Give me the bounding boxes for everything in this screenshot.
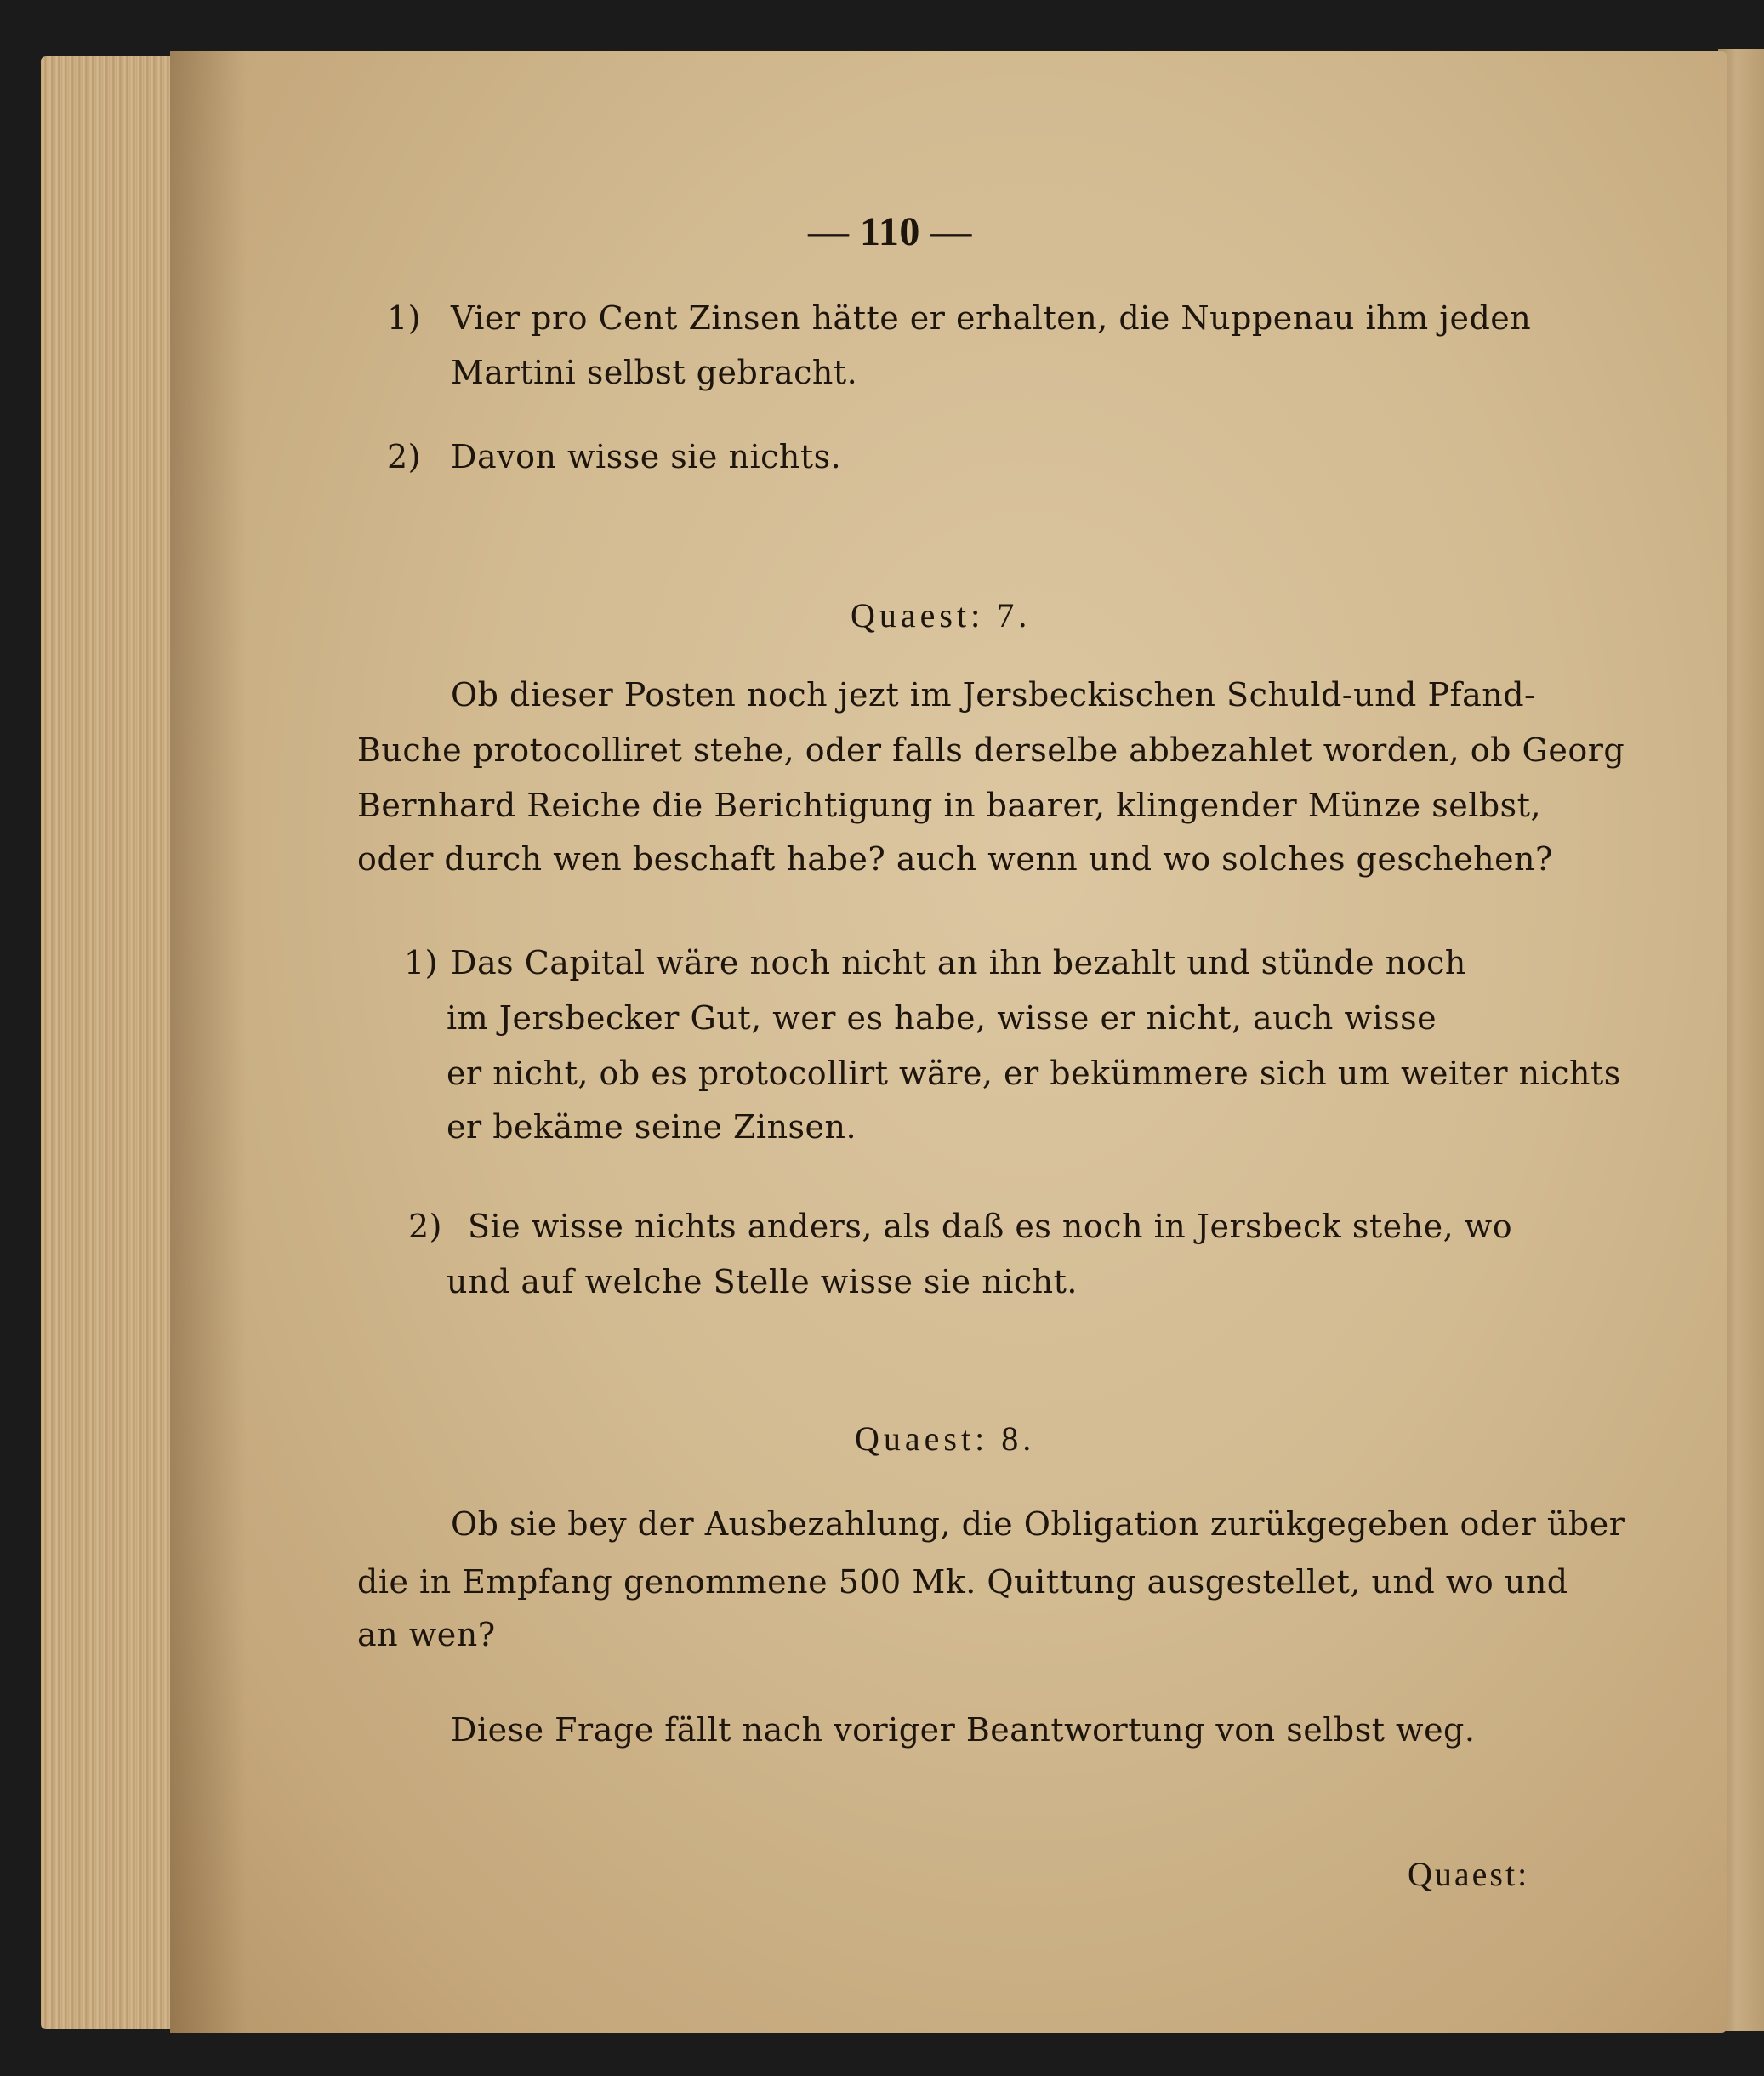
question-line: oder durch wen beschaft habe? auch wenn und wo solches geschehen? <box>357 840 1553 878</box>
answer-marker: 1) <box>387 299 422 337</box>
question-line: Bernhard Reiche die Berichtigung in baarer, klingender Münze selbst, <box>357 787 1542 824</box>
answer-line: er bekäme seine Zinsen. <box>447 1108 857 1146</box>
question-line: die in Empfang genommene 500 Mk. Quittung ausgestellet, und wo und <box>357 1563 1568 1601</box>
question-line: Ob dieser Posten noch jezt im Jersbeckischen Schuld-und Pfand- <box>451 676 1536 714</box>
question-line: Ob sie bey der Ausbezahlung, die Obligation zurükgegeben oder über <box>451 1505 1625 1543</box>
answer-line: er nicht, ob es protocollirt wäre, er bekümmere sich um weiter nichts <box>447 1055 1621 1092</box>
question-line: Buche protocolliret stehe, oder falls derselbe abbezahlet worden, ob Georg <box>357 731 1625 769</box>
answer-line: im Jersbecker Gut, wer es habe, wisse er nicht, auch wisse <box>447 999 1437 1037</box>
answer-marker: 2) <box>387 438 422 475</box>
page-edge-stack <box>41 56 177 2029</box>
section-heading: Quaest: 8. <box>855 1419 1036 1458</box>
answer-marker: 2) <box>408 1208 443 1245</box>
gutter-shadow <box>170 51 247 2033</box>
page-number: — 110 — <box>808 209 972 254</box>
section-heading: Quaest: 7. <box>851 596 1032 634</box>
answer-marker: 1) <box>404 944 439 981</box>
answer-line: Diese Frage fällt nach voriger Beantwortung von selbst weg. <box>451 1711 1476 1749</box>
answer-line: Martini selbst gebracht. <box>451 354 858 391</box>
answer-line: Vier pro Cent Zinsen hätte er erhalten, die Nuppenau ihm jeden <box>451 299 1532 337</box>
answer-line: Sie wisse nichts anders, als daß es noch in Jersbeck stehe, wo <box>468 1208 1513 1245</box>
answer-line: Davon wisse sie nichts. <box>451 438 842 475</box>
question-line: an wen? <box>357 1616 496 1653</box>
catchword: Quaest: <box>1408 1855 1530 1893</box>
answer-line: und auf welche Stelle wisse sie nicht. <box>447 1263 1078 1300</box>
answer-line: Das Capital wäre noch nicht an ihn bezahlt und stünde noch <box>451 944 1466 981</box>
